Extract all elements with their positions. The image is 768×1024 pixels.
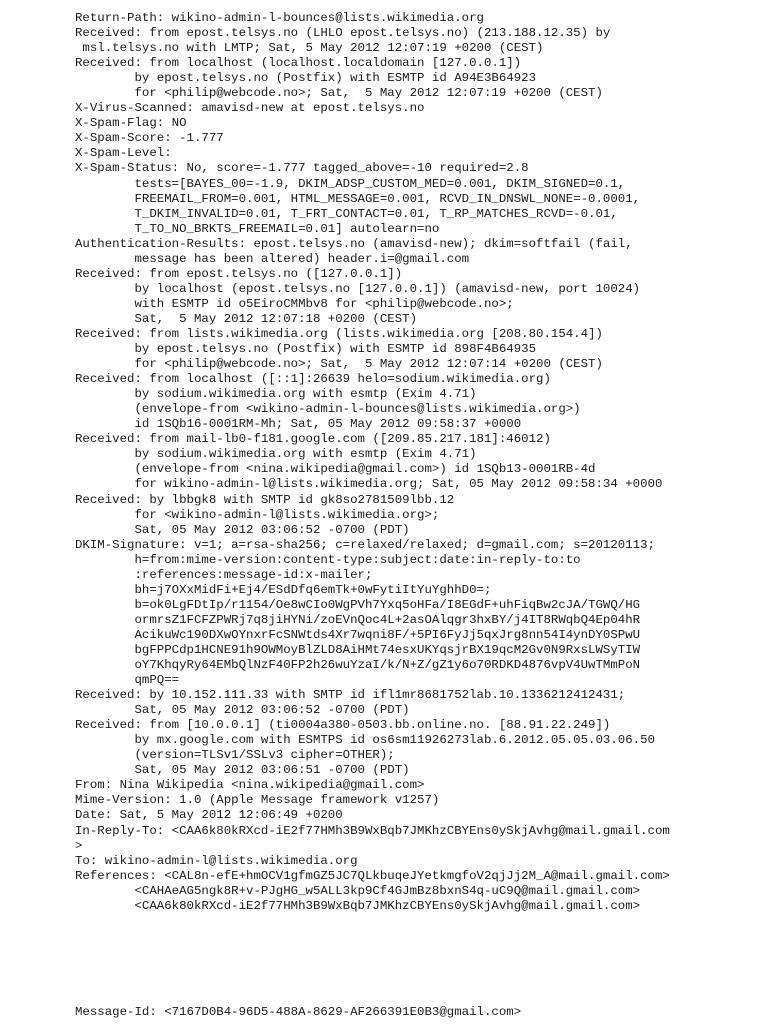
header-line: Received: from epost.telsys.no (LHLO epost.telsys.no) (213.188.12.35) by [75,26,611,41]
header-line: AcikuWc190DXwOYnxrFcSNWtds4Xr7wqni8F/+5PI6FyJj5qxJrg8nn54I4ynDY0SPwU [75,627,641,642]
header-line: DKIM-Signature: v=1; a=rsa-sha256; c=relaxed/relaxed; d=gmail.com; s=20120113; [75,537,655,552]
header-line: for <philip@webcode.no>; Sat, 5 May 2012 12:07:14 +0200 (CEST) [75,357,603,372]
header-line: message has been altered) header.i=@gmail.com [75,251,470,266]
header-line: Sat, 05 May 2012 03:06:52 -0700 (PDT) [75,522,410,537]
header-line: h=from:mime-version:content-type:subject:date:in-reply-to:to [75,552,581,567]
header-line: Received: by lbbgk8 with SMTP id gk8so2781509lbb.12 [75,492,455,507]
header-line: X-Spam-Level: [75,146,172,161]
header-line: id 1SQb16-0001RM-Mh; Sat, 05 May 2012 09:58:37 +0000 [75,417,522,432]
header-line: for <philip@webcode.no>; Sat, 5 May 2012 12:07:19 +0200 (CEST) [75,86,603,101]
header-line: > [75,838,83,853]
header-line: Return-Path: wikino-admin-l-bounces@lists.wikimedia.org [75,11,484,25]
header-line: (version=TLSv1/SSLv3 cipher=OTHER); [75,748,395,763]
header-line: Date: Sat, 5 May 2012 12:06:49 +0200 [75,808,343,823]
header-line: by sodium.wikimedia.org with esmtp (Exim 4.71) [75,387,477,402]
header-line: bh=j7OXxMidFi+Ej4/ESdDfq6emTk+0wFytiItYuYghhD0=; [75,582,492,597]
header-line: (envelope-from <nina.wikipedia@gmail.com>) id 1SQb13-0001RB-4d [75,462,596,477]
header-line: X-Virus-Scanned: amavisd-new at epost.telsys.no [75,101,425,116]
header-line: X-Spam-Status: No, score=-1.777 tagged_above=-10 required=2.8 [75,161,529,176]
header-line: In-Reply-To: <CAA6k80kRXcd-iE2f77HMh3B9WxBqb7JMKhzCBYEns0ySkjAvhg@mail.gmail.com [75,823,670,838]
header-line: qmPQ== [75,673,180,688]
header-line: by sodium.wikimedia.org with esmtp (Exim 4.71) [75,447,477,462]
header-line: oY7KhqyRy64EMbQlNzF40FP2h26wuYzaI/k/N+Z/gZ1y6o70RDKD4876vpV4UwTMmPoN [75,658,641,673]
header-line: Received: from [10.0.0.1] (ti0004a380-0503.bb.online.no. [88.91.22.249]) [75,718,611,733]
email-header-block [75,11,765,914]
header-line: References: <CAL8n-efE+hmOCV1gfmGZ5JC7QLkbuqeJYetkmgfoV2qjJj2M_A@mail.gmail.com> [75,868,670,883]
header-line: To: wikino-admin-l@lists.wikimedia.org [75,853,358,868]
header-line: ormrsZ1FCFZPWRj7q8jiHYNi/zoEVnQoc4L+2asOAlqgr3hxBY/j4IT8RWqbQ4Ep04hR [75,612,641,627]
header-line: X-Spam-Flag: NO [75,116,187,131]
header-line: T_TO_NO_BRKTS_FREEMAIL=0.01] autolearn=no [75,221,440,236]
header-line: From: Nina Wikipedia <nina.wikipedia@gmail.com> [75,778,425,793]
header-line: Received: from localhost ([::1]:26639 helo=sodium.wikimedia.org) [75,372,551,387]
header-line: FREEMAIL_FROM=0.001, HTML_MESSAGE=0.001, RCVD_IN_DNSWL_NONE=-0.0001, [75,191,641,206]
header-line: Received: from localhost (localhost.localdomain [127.0.0.1]) [75,56,522,71]
header-line: (envelope-from <wikino-admin-l-bounces@lists.wikimedia.org>) [75,402,581,417]
header-line: Sat, 05 May 2012 03:06:51 -0700 (PDT) [75,763,410,778]
header-line: b=ok0LgFDtIp/r1154/Oe8wCIo0WgPVh7Yxq5oHFa/I8EGdF+uhFiqBw2cJA/TGWQ/HG [75,597,641,612]
header-line: by epost.telsys.no (Postfix) with ESMTP id 898F4B64935 [75,342,537,357]
header-line: bgFPPCdp1HCNE91h9OWMoyBlZLD8AiHMt74esxUKYqsjrBX19qcM2Gv0N9RxsLWSyTIW [75,642,641,657]
header-line: by localhost (epost.telsys.no [127.0.0.1]) (amavisd-new, port 10024) [75,281,641,296]
header-line: :references:message-id:x-mailer; [75,567,373,582]
message-id-header: Message-Id: <7167D0B4-96D5-488A-8629-AF266391E0B3@gmail.com> [75,1005,522,1019]
header-line: for <wikino-admin-l@lists.wikimedia.org>; [75,507,440,522]
header-line: with ESMTP id o5EiroCMMbv8 for <philip@webcode.no>; [75,296,514,311]
header-line: Mime-Version: 1.0 (Apple Message framework v1257) [75,793,440,808]
header-line: <CAHAeAG5ngk8R+v-PJgHG_w5ALL3kp9Cf4GJmBz8bxnS4q-uC9Q@mail.gmail.com> [75,883,641,898]
header-line: Received: by 10.152.111.33 with SMTP id ifl1mr8681752lab.10.1336212412431; [75,688,626,703]
header-line: tests=[BAYES_00=-1.9, DKIM_ADSP_CUSTOM_MED=0.001, DKIM_SIGNED=0.1, [75,176,626,191]
header-line: for wikino-admin-l@lists.wikimedia.org; Sat, 05 May 2012 09:58:34 +0000 [75,477,663,492]
header-line: <CAA6k80kRXcd-iE2f77HMh3B9WxBqb7JMKhzCBYEns0ySkjAvhg@mail.gmail.com> [75,898,641,913]
header-line: Received: from epost.telsys.no ([127.0.0.1]) [75,266,403,281]
header-line: Sat, 05 May 2012 03:06:52 -0700 (PDT) [75,703,410,718]
header-line: Sat, 5 May 2012 12:07:18 +0200 (CEST) [75,311,418,326]
header-line: msl.telsys.no with LMTP; Sat, 5 May 2012 12:07:19 +0200 (CEST) [75,41,544,56]
header-line: Authentication-Results: epost.telsys.no (amavisd-new); dkim=softfail (fail, [75,236,633,251]
header-line: X-Spam-Score: -1.777 [75,131,224,146]
header-line: by epost.telsys.no (Postfix) with ESMTP id A94E3B64923 [75,71,537,86]
header-line: Received: from mail-lb0-f181.google.com ([209.85.217.181]:46012) [75,432,551,447]
header-line: Received: from lists.wikimedia.org (lists.wikimedia.org [208.80.154.4]) [75,326,603,341]
header-line: by mx.google.com with ESMTPS id os6sm11926273lab.6.2012.05.05.03.06.50 [75,733,655,748]
header-line: T_DKIM_INVALID=0.01, T_FRT_CONTACT=0.01, T_RP_MATCHES_RCVD=-0.01, [75,206,618,221]
